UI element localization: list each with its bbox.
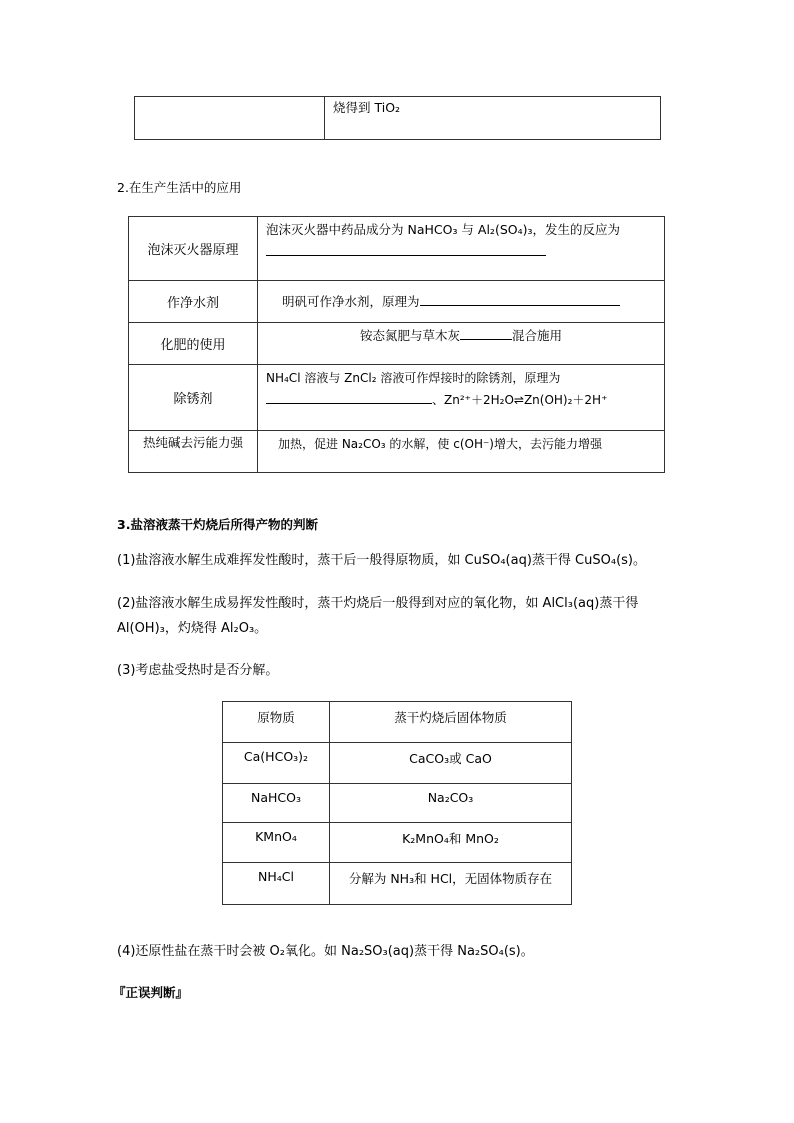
row-label: 除锈剂 <box>129 365 258 431</box>
table-row <box>135 97 661 140</box>
paragraph-2b: Al(OH)₃，灼烧得 Al₂O₃。 <box>117 621 268 636</box>
top-table-left-cell <box>135 97 325 140</box>
row-content: 加热，促进 Na₂CO₃ 的水解，使 c(OH⁻)增大，去污能力增强 <box>258 431 665 473</box>
table-row <box>129 323 665 365</box>
table-row <box>129 431 665 473</box>
top-table-right-cell: 烧得到 TiO₂ <box>325 97 661 140</box>
table-cell: NaHCO₃ <box>223 784 330 823</box>
table-row <box>223 784 572 823</box>
answer-blank <box>266 390 432 404</box>
row-content: 泡沫灭火器中药品成分为 NaHCO₃ 与 Al₂(SO₄)₃，发生的反应为 <box>258 217 665 281</box>
answer-blank <box>266 242 546 256</box>
table-cell: K₂MnO₄和 MnO₂ <box>330 823 572 863</box>
table-row <box>223 823 572 863</box>
table-cell: NH₄Cl <box>223 863 330 905</box>
table-row <box>129 217 665 281</box>
table-row <box>223 743 572 784</box>
table-cell: KMnO₄ <box>223 823 330 863</box>
application-table <box>128 216 665 473</box>
table-cell: Na₂CO₃ <box>330 784 572 823</box>
table-cell: Ca(HCO₃)₂ <box>223 743 330 784</box>
table-row <box>129 365 665 431</box>
paragraph-4: (4)还原性盐在蒸干时会被 O₂氧化。如 Na₂SO₃(aq)蒸干得 Na₂SO₄(s)。 <box>117 944 534 959</box>
table-cell: CaCO₃或 CaO <box>330 743 572 784</box>
row-label: 作净水剂 <box>129 281 258 323</box>
section3-heading: 3.盐溶液蒸干灼烧后所得产物的判断 <box>117 517 318 532</box>
paragraph-2a: (2)盐溶液水解生成易挥发性酸时，蒸干灼烧后一般得到对应的氧化物，如 AlCl₃(aq)蒸干得 <box>117 596 639 611</box>
paragraph-1: (1)盐溶液水解生成难挥发性酸时，蒸干后一般得原物质，如 CuSO₄(aq)蒸干得 CuSO₄(s)。 <box>117 553 646 568</box>
table-row <box>223 863 572 905</box>
row-label: 热纯碱去污能力强 <box>129 431 258 473</box>
table-header-row <box>223 702 572 743</box>
paragraph-3: (3)考虑盐受热时是否分解。 <box>117 663 279 678</box>
row-label: 化肥的使用 <box>129 323 258 365</box>
row-content: 铵态氮肥与草木灰 混合施用 <box>258 323 665 365</box>
row-content: NH₄Cl 溶液与 ZnCl₂ 溶液可作焊接时的除锈剂，原理为 、Zn²⁺＋2H₂O⇌Zn(OH)₂＋2H⁺ <box>258 365 665 431</box>
row-label: 泡沫灭火器原理 <box>129 217 258 281</box>
section2-heading: 2.在生产生活中的应用 <box>117 180 242 195</box>
section4-heading: 『正误判断』 <box>113 985 189 1000</box>
column-header: 原物质 <box>223 702 330 743</box>
answer-blank <box>420 292 620 306</box>
row-content: 明矾可作净水剂，原理为 <box>258 281 665 323</box>
answer-blank <box>460 326 512 340</box>
top-table <box>134 96 661 140</box>
decomposition-table <box>222 701 572 905</box>
table-row <box>129 281 665 323</box>
table-cell: 分解为 NH₃和 HCl，无固体物质存在 <box>330 863 572 905</box>
column-header: 蒸干灼烧后固体物质 <box>330 702 572 743</box>
